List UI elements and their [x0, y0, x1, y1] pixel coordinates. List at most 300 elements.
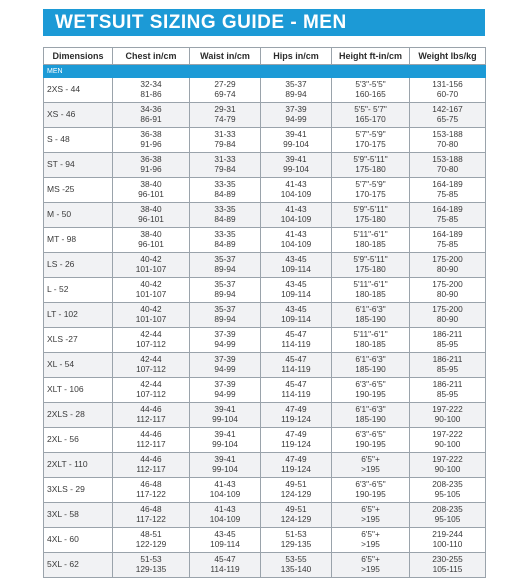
- chest-imperial-value: 48-51: [140, 529, 162, 540]
- chest-metric-value: 107-112: [136, 389, 166, 399]
- chest-cell: [113, 503, 190, 528]
- hips-imperial-value: 39-41: [285, 129, 307, 140]
- hips-cell: [261, 153, 332, 178]
- size-label: 2XS - 44: [44, 78, 113, 103]
- hips-metric-value: 109-114: [281, 264, 311, 274]
- waist-imperial-value: 31-33: [214, 154, 236, 165]
- chest-cell: [113, 453, 190, 478]
- height-metric-value: 180-185: [355, 239, 386, 249]
- waist-cell: [190, 203, 261, 228]
- weight-imperial-value: 197-222: [432, 404, 463, 415]
- chest-imperial-value: 40-42: [140, 254, 162, 265]
- size-label: L - 52: [44, 278, 113, 303]
- chest-metric-value: 101-107: [135, 289, 167, 299]
- weight-imperial-value: 153-188: [432, 154, 463, 165]
- hips-imperial-value: 51-53: [285, 529, 307, 540]
- weight-imperial-value: 142-167: [432, 104, 463, 115]
- section-row: [44, 65, 486, 78]
- height-imperial-value: 6'3"-6'5": [355, 429, 386, 440]
- chest-metric-value: 112-117: [136, 439, 166, 449]
- height-cell: [332, 378, 410, 403]
- page-title: WETSUIT SIZING GUIDE - MEN: [55, 12, 347, 33]
- height-metric-value: 180-185: [355, 339, 386, 349]
- chest-cell: [113, 353, 190, 378]
- hips-cell: [261, 353, 332, 378]
- chest-cell: [113, 328, 190, 353]
- hips-metric-value: 119-124: [281, 414, 311, 424]
- hips-cell: [261, 103, 332, 128]
- hips-metric-value: 129-135: [280, 539, 312, 549]
- hips-cell: [261, 328, 332, 353]
- height-imperial-value: 5'9"-5'11": [353, 204, 388, 215]
- chest-cell: [113, 103, 190, 128]
- waist-cell: [190, 353, 261, 378]
- table-row: [44, 228, 486, 253]
- hips-metric-value: 109-114: [281, 314, 311, 324]
- hips-cell: [261, 428, 332, 453]
- height-imperial-value: 6'1"-6'3": [355, 354, 386, 365]
- table-row: [44, 428, 486, 453]
- header-dimensions: Dimensions: [44, 48, 113, 65]
- chest-metric-value: 81-86: [140, 89, 162, 99]
- hips-cell: [261, 478, 332, 503]
- weight-imperial-value: 186-211: [432, 329, 463, 340]
- height-metric-value: 190-195: [355, 489, 386, 499]
- weight-cell: [410, 328, 486, 353]
- height-cell: [332, 228, 410, 253]
- table-row: [44, 403, 486, 428]
- height-imperial-value: 6'1"-6'3": [355, 404, 386, 415]
- height-metric-value: 180-185: [355, 289, 386, 299]
- waist-cell: [190, 403, 261, 428]
- chest-cell: [113, 278, 190, 303]
- height-metric-value: >195: [361, 539, 380, 549]
- weight-cell: [410, 553, 486, 578]
- table-row: [44, 78, 486, 103]
- waist-imperial-value: 37-39: [214, 329, 236, 340]
- height-cell: [332, 128, 410, 153]
- height-cell: [332, 453, 410, 478]
- chest-metric-value: 117-122: [136, 514, 166, 524]
- chest-imperial-value: 40-42: [140, 279, 162, 290]
- waist-metric-value: 89-94: [214, 289, 236, 299]
- waist-imperial-value: 33-35: [214, 204, 236, 215]
- table-row: [44, 178, 486, 203]
- weight-cell: [410, 103, 486, 128]
- hips-cell: [261, 203, 332, 228]
- weight-imperial-value: 208-235: [432, 504, 463, 515]
- weight-metric-value: 75-85: [436, 239, 459, 249]
- weight-cell: [410, 478, 486, 503]
- height-metric-value: 185-190: [355, 364, 386, 374]
- hips-imperial-value: 41-43: [285, 204, 307, 215]
- height-cell: [332, 78, 410, 103]
- size-label: 3XL - 58: [44, 503, 113, 528]
- size-label: 2XL - 56: [44, 428, 113, 453]
- chest-cell: [113, 378, 190, 403]
- weight-imperial-value: 164-189: [432, 179, 463, 190]
- size-label: MT - 98: [44, 228, 113, 253]
- chest-cell: [113, 228, 190, 253]
- weight-imperial-value: 164-189: [432, 229, 463, 240]
- table-row: [44, 378, 486, 403]
- height-metric-value: 185-190: [355, 314, 386, 324]
- height-cell: [332, 353, 410, 378]
- table-row: [44, 528, 486, 553]
- header-row: [44, 48, 486, 65]
- waist-cell: [190, 378, 261, 403]
- waist-cell: [190, 253, 261, 278]
- chest-imperial-value: 42-44: [140, 354, 162, 365]
- waist-cell: [190, 528, 261, 553]
- waist-metric-value: 94-99: [214, 339, 236, 349]
- waist-cell: [190, 278, 261, 303]
- height-cell: [332, 503, 410, 528]
- table-row: [44, 203, 486, 228]
- height-imperial-value: 5'7"-5'9": [355, 179, 386, 190]
- weight-metric-value: 80-90: [436, 289, 459, 299]
- waist-metric-value: 99-104: [212, 414, 238, 424]
- weight-cell: [410, 428, 486, 453]
- size-label: 2XLS - 28: [44, 403, 113, 428]
- weight-cell: [410, 253, 486, 278]
- hips-imperial-value: 39-41: [285, 154, 307, 165]
- table-body: [44, 65, 486, 578]
- chest-cell: [113, 303, 190, 328]
- hips-metric-value: 94-99: [285, 114, 307, 124]
- weight-cell: [410, 228, 486, 253]
- chest-metric-value: 91-96: [140, 164, 162, 174]
- chest-metric-value: 112-117: [136, 414, 166, 424]
- height-cell: [332, 253, 410, 278]
- table-row: [44, 103, 486, 128]
- table-row: [44, 353, 486, 378]
- chest-metric-value: 129-135: [135, 564, 167, 574]
- weight-imperial-value: 175-200: [432, 304, 463, 315]
- waist-imperial-value: 39-41: [214, 404, 236, 415]
- table-row: [44, 128, 486, 153]
- hips-cell: [261, 278, 332, 303]
- waist-imperial-value: 35-37: [214, 254, 236, 265]
- weight-cell: [410, 278, 486, 303]
- table-row: [44, 453, 486, 478]
- chest-metric-value: 117-122: [136, 489, 166, 499]
- size-label: 3XLS - 29: [44, 478, 113, 503]
- size-label: 2XLT - 110: [44, 453, 113, 478]
- waist-imperial-value: 37-39: [214, 379, 236, 390]
- height-metric-value: 170-175: [355, 139, 386, 149]
- weight-cell: [410, 178, 486, 203]
- chest-cell: [113, 153, 190, 178]
- waist-imperial-value: 39-41: [214, 454, 236, 465]
- waist-cell: [190, 178, 261, 203]
- hips-metric-value: 104-109: [280, 239, 312, 249]
- hips-cell: [261, 403, 332, 428]
- header-height: Height ft-in/cm: [332, 48, 410, 65]
- height-imperial-value: 6'5"+: [361, 529, 380, 540]
- height-cell: [332, 428, 410, 453]
- height-metric-value: 175-180: [355, 214, 386, 224]
- weight-imperial-value: 186-211: [432, 379, 463, 390]
- weight-imperial-value: 197-222: [432, 454, 463, 465]
- waist-imperial-value: 35-37: [214, 279, 236, 290]
- hips-cell: [261, 528, 332, 553]
- waist-imperial-value: 33-35: [214, 229, 236, 240]
- height-imperial-value: 5'3"-5'5": [355, 79, 386, 90]
- waist-cell: [190, 503, 261, 528]
- weight-metric-value: 70-80: [436, 139, 459, 149]
- chest-cell: [113, 478, 190, 503]
- hips-metric-value: 124-129: [280, 489, 312, 499]
- chest-imperial-value: 32-34: [140, 79, 162, 90]
- chest-metric-value: 96-101: [138, 214, 164, 224]
- chest-imperial-value: 38-40: [140, 204, 162, 215]
- weight-imperial-value: 164-189: [432, 204, 463, 215]
- chest-metric-value: 112-117: [136, 464, 166, 474]
- title-banner: [43, 9, 485, 36]
- weight-cell: [410, 528, 486, 553]
- header-waist: Waist in/cm: [190, 48, 261, 65]
- weight-metric-value: 80-90: [436, 264, 459, 274]
- waist-metric-value: 89-94: [214, 264, 236, 274]
- waist-metric-value: 89-94: [214, 314, 236, 324]
- weight-metric-value: 80-90: [436, 314, 459, 324]
- waist-cell: [190, 453, 261, 478]
- waist-imperial-value: 41-43: [214, 504, 236, 515]
- header-chest: Chest in/cm: [113, 48, 190, 65]
- height-cell: [332, 328, 410, 353]
- waist-cell: [190, 428, 261, 453]
- hips-imperial-value: 45-47: [285, 379, 307, 390]
- hips-metric-value: 119-124: [281, 439, 311, 449]
- height-imperial-value: 6'5"+: [361, 504, 380, 515]
- height-metric-value: 175-180: [355, 164, 386, 174]
- hips-cell: [261, 253, 332, 278]
- chest-metric-value: 86-91: [140, 114, 162, 124]
- height-cell: [332, 153, 410, 178]
- waist-metric-value: 69-74: [214, 89, 236, 99]
- height-cell: [332, 528, 410, 553]
- height-imperial-value: 5'7"-5'9": [355, 129, 386, 140]
- table-row: [44, 253, 486, 278]
- hips-metric-value: 114-119: [281, 364, 311, 374]
- hips-imperial-value: 53-55: [285, 554, 307, 565]
- chest-metric-value: 107-112: [136, 364, 166, 374]
- chest-imperial-value: 38-40: [140, 229, 162, 240]
- waist-metric-value: 114-119: [210, 564, 240, 574]
- waist-imperial-value: 33-35: [214, 179, 236, 190]
- hips-metric-value: 104-109: [280, 189, 312, 199]
- hips-metric-value: 104-109: [280, 214, 312, 224]
- height-metric-value: 185-190: [355, 414, 386, 424]
- weight-metric-value: 90-100: [434, 414, 461, 424]
- waist-cell: [190, 128, 261, 153]
- height-metric-value: >195: [361, 514, 380, 524]
- size-label: 4XL - 60: [44, 528, 113, 553]
- weight-metric-value: 75-85: [436, 189, 459, 199]
- chest-imperial-value: 34-36: [140, 104, 162, 115]
- header-weight: Weight lbs/kg: [410, 48, 486, 65]
- chest-imperial-value: 40-42: [140, 304, 162, 315]
- hips-imperial-value: 43-45: [285, 279, 307, 290]
- table-row: [44, 303, 486, 328]
- weight-cell: [410, 303, 486, 328]
- chest-metric-value: 107-112: [136, 339, 166, 349]
- hips-imperial-value: 35-37: [285, 79, 307, 90]
- hips-cell: [261, 503, 332, 528]
- chest-imperial-value: 46-48: [140, 504, 162, 515]
- weight-imperial-value: 175-200: [432, 279, 463, 290]
- waist-metric-value: 104-109: [209, 514, 241, 524]
- table-row: [44, 278, 486, 303]
- height-cell: [332, 403, 410, 428]
- chest-imperial-value: 42-44: [140, 329, 162, 340]
- chest-metric-value: 101-107: [135, 314, 167, 324]
- chest-metric-value: 122-129: [135, 539, 167, 549]
- height-cell: [332, 203, 410, 228]
- weight-cell: [410, 128, 486, 153]
- weight-imperial-value: 208-235: [432, 479, 463, 490]
- height-cell: [332, 103, 410, 128]
- chest-imperial-value: 36-38: [140, 129, 162, 140]
- hips-metric-value: 114-119: [281, 389, 311, 399]
- waist-metric-value: 99-104: [212, 439, 238, 449]
- weight-imperial-value: 230-255: [432, 554, 463, 565]
- hips-cell: [261, 78, 332, 103]
- weight-metric-value: 100-110: [432, 539, 463, 549]
- hips-imperial-value: 49-51: [285, 479, 307, 490]
- chest-imperial-value: 51-53: [140, 554, 162, 565]
- chest-cell: [113, 553, 190, 578]
- hips-metric-value: 109-114: [281, 289, 311, 299]
- hips-imperial-value: 47-49: [285, 454, 307, 465]
- table-row: [44, 153, 486, 178]
- height-metric-value: 175-180: [355, 264, 386, 274]
- weight-metric-value: 65-75: [436, 114, 459, 124]
- table-row: [44, 328, 486, 353]
- waist-cell: [190, 553, 261, 578]
- hips-imperial-value: 45-47: [285, 329, 307, 340]
- height-imperial-value: 5'11"-6'1": [353, 229, 388, 240]
- chest-metric-value: 101-107: [135, 264, 167, 274]
- height-metric-value: 190-195: [355, 439, 386, 449]
- size-label: LT - 102: [44, 303, 113, 328]
- waist-imperial-value: 35-37: [214, 304, 236, 315]
- weight-metric-value: 85-95: [436, 364, 459, 374]
- waist-cell: [190, 103, 261, 128]
- weight-metric-value: 95-105: [434, 514, 461, 524]
- size-label: ST - 94: [44, 153, 113, 178]
- hips-imperial-value: 47-49: [285, 404, 307, 415]
- weight-imperial-value: 131-156: [432, 79, 463, 90]
- hips-imperial-value: 41-43: [285, 229, 307, 240]
- chest-metric-value: 96-101: [138, 239, 164, 249]
- weight-cell: [410, 403, 486, 428]
- height-metric-value: >195: [361, 464, 380, 474]
- height-metric-value: 165-170: [355, 114, 386, 124]
- waist-metric-value: 109-114: [210, 539, 240, 549]
- weight-metric-value: 85-95: [436, 339, 459, 349]
- height-imperial-value: 5'11"-6'1": [353, 329, 388, 340]
- size-label: M - 50: [44, 203, 113, 228]
- hips-imperial-value: 49-51: [285, 504, 307, 515]
- weight-cell: [410, 453, 486, 478]
- height-metric-value: >195: [361, 564, 380, 574]
- height-cell: [332, 278, 410, 303]
- hips-imperial-value: 47-49: [285, 429, 307, 440]
- weight-metric-value: 105-115: [432, 564, 463, 574]
- chest-cell: [113, 128, 190, 153]
- chest-imperial-value: 38-40: [140, 179, 162, 190]
- waist-cell: [190, 153, 261, 178]
- chest-cell: [113, 403, 190, 428]
- height-metric-value: 170-175: [355, 189, 386, 199]
- chest-cell: [113, 78, 190, 103]
- weight-metric-value: 90-100: [434, 439, 461, 449]
- size-label: LS - 26: [44, 253, 113, 278]
- sizing-table: [43, 47, 486, 578]
- chest-cell: [113, 428, 190, 453]
- hips-imperial-value: 43-45: [285, 254, 307, 265]
- height-imperial-value: 5'11"-6'1": [353, 279, 388, 290]
- waist-cell: [190, 228, 261, 253]
- height-imperial-value: 6'1"-6'3": [355, 304, 386, 315]
- height-imperial-value: 5'5"- 5'7": [354, 104, 387, 115]
- weight-metric-value: 85-95: [436, 389, 459, 399]
- hips-imperial-value: 41-43: [285, 179, 307, 190]
- hips-metric-value: 114-119: [281, 339, 311, 349]
- waist-metric-value: 79-84: [214, 164, 236, 174]
- waist-metric-value: 94-99: [214, 364, 236, 374]
- height-metric-value: 190-195: [355, 389, 386, 399]
- chest-cell: [113, 528, 190, 553]
- hips-cell: [261, 553, 332, 578]
- waist-imperial-value: 31-33: [214, 129, 236, 140]
- weight-imperial-value: 186-211: [432, 354, 463, 365]
- weight-cell: [410, 378, 486, 403]
- weight-cell: [410, 203, 486, 228]
- hips-metric-value: 119-124: [281, 464, 311, 474]
- height-cell: [332, 553, 410, 578]
- waist-metric-value: 84-89: [214, 189, 236, 199]
- hips-cell: [261, 453, 332, 478]
- waist-metric-value: 84-89: [214, 239, 236, 249]
- hips-imperial-value: 43-45: [285, 304, 307, 315]
- waist-cell: [190, 303, 261, 328]
- size-label: MS -25: [44, 178, 113, 203]
- weight-cell: [410, 503, 486, 528]
- waist-metric-value: 84-89: [214, 214, 236, 224]
- weight-metric-value: 95-105: [434, 489, 461, 499]
- chest-imperial-value: 42-44: [140, 379, 162, 390]
- header-hips: Hips in/cm: [261, 48, 332, 65]
- waist-metric-value: 74-79: [214, 114, 236, 124]
- hips-metric-value: 99-104: [283, 139, 309, 149]
- chest-imperial-value: 44-46: [140, 454, 162, 465]
- size-label: XL - 54: [44, 353, 113, 378]
- height-imperial-value: 5'9"-5'11": [353, 254, 388, 265]
- height-imperial-value: 6'3"-6'5": [355, 379, 386, 390]
- weight-metric-value: 60-70: [436, 89, 459, 99]
- weight-imperial-value: 219-244: [432, 529, 463, 540]
- waist-metric-value: 79-84: [214, 139, 236, 149]
- waist-imperial-value: 45-47: [214, 554, 236, 565]
- height-imperial-value: 6'3"-6'5": [355, 479, 386, 490]
- table-row: [44, 553, 486, 578]
- waist-cell: [190, 478, 261, 503]
- chest-cell: [113, 253, 190, 278]
- height-cell: [332, 303, 410, 328]
